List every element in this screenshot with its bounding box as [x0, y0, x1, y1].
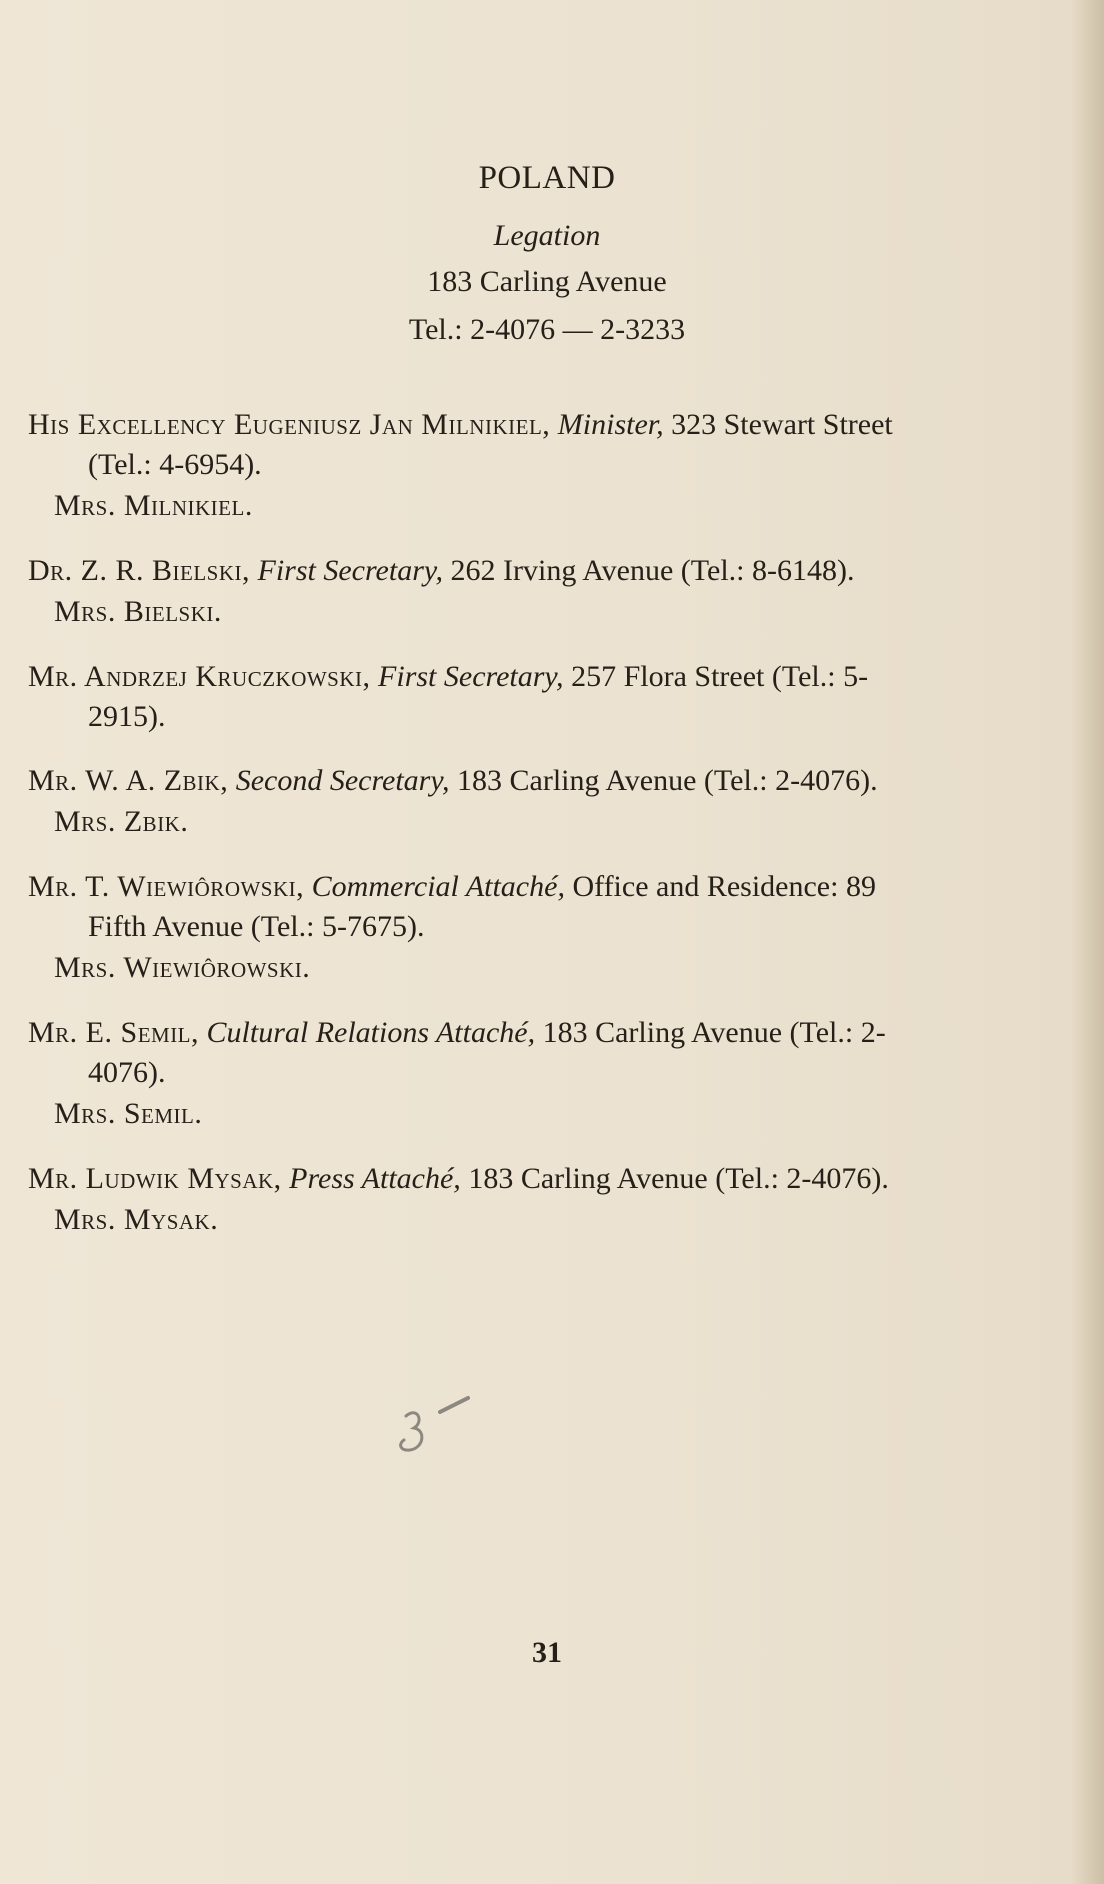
entry-details: Office and Residence: 89 Fifth Avenue (Tel.: 5-7675).	[88, 870, 876, 943]
entry-details: 183 Carling Avenue (Tel.: 2-4076).	[468, 1162, 889, 1195]
pencil-mark	[370, 1392, 480, 1472]
entry-title: First Secretary,	[378, 660, 564, 693]
entry-spouse: Mrs. Milnikiel.	[54, 489, 253, 522]
staff-entry	[28, 551, 928, 633]
entry-title: First Secretary,	[257, 554, 444, 587]
entry-details: 323 Stewart Street (Tel.: 4-6954).	[88, 408, 893, 481]
legation-telephone: Tel.: 2-4076 — 2-3233	[408, 313, 686, 346]
staff-entry	[28, 867, 928, 989]
entry-text	[28, 551, 928, 591]
entry-title: Second Secretary,	[235, 764, 450, 797]
entry-text	[28, 1159, 928, 1199]
entry-title: Cultural Relations Attaché,	[206, 1016, 536, 1049]
entry-name: Mr. Andrzej Kruczkowski,	[28, 660, 371, 693]
entry-name: Mr. W. A. Zbik,	[28, 764, 229, 797]
entry-spouse: Mrs. Mysak.	[54, 1203, 219, 1236]
entry-text	[28, 867, 928, 947]
entry-text	[28, 1013, 928, 1093]
entry-name: Mr. E. Semil,	[28, 1016, 200, 1049]
staff-entry	[28, 405, 928, 527]
entry-spouse: Mrs. Semil.	[54, 1097, 203, 1130]
entry-details: 183 Carling Avenue (Tel.: 2-4076).	[457, 764, 878, 797]
legation-address: 183 Carling Avenue	[427, 265, 667, 298]
entry-text	[28, 761, 928, 801]
entry-details: 257 Flora Street (Tel.: 5-2915).	[88, 660, 869, 733]
entry-spouse: Mrs. Zbik.	[54, 805, 189, 838]
staff-entry	[28, 1013, 928, 1135]
entry-name: Mr. Ludwik Mysak,	[28, 1162, 282, 1195]
staff-entry	[28, 761, 928, 843]
entry-name: His Excellency Eugeniusz Jan Milnikiel,	[28, 408, 551, 441]
entry-details: 183 Carling Avenue (Tel.: 2-4076).	[88, 1016, 886, 1089]
staff-list	[28, 405, 928, 1265]
staff-entry	[28, 657, 928, 737]
entry-title: Minister,	[557, 408, 664, 441]
staff-entry	[28, 1159, 928, 1241]
entry-name: Dr. Z. R. Bielski,	[28, 554, 251, 587]
entry-text	[28, 657, 928, 737]
entry-text	[28, 405, 928, 485]
legation-header	[0, 160, 1104, 347]
entry-spouse: Mrs. Wiewiôrowski.	[54, 951, 311, 984]
page-number: 31	[532, 1636, 562, 1669]
entry-title: Press Attaché,	[289, 1162, 461, 1195]
mission-type: Legation	[493, 219, 601, 252]
entry-title: Commercial Attaché,	[311, 870, 565, 903]
entry-spouse: Mrs. Bielski.	[54, 595, 222, 628]
entry-details: 262 Irving Avenue (Tel.: 8-6148).	[450, 554, 855, 587]
country-heading: POLAND	[478, 160, 616, 196]
entry-name: Mr. T. Wiewiôrowski,	[28, 870, 305, 903]
